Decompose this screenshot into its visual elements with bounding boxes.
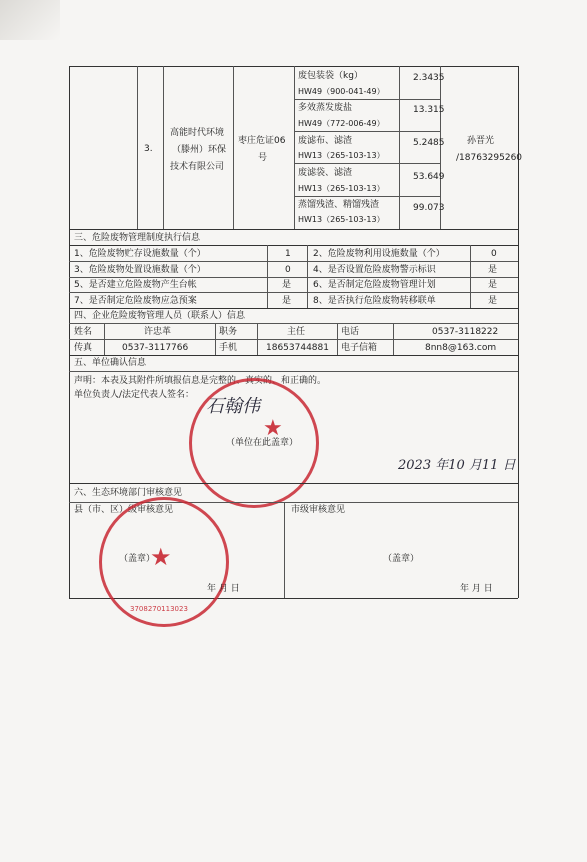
mgmt-value: 0	[285, 265, 291, 275]
rule	[257, 323, 258, 355]
contact-value: 0537-3118222	[432, 327, 499, 337]
contact-key: 电子信箱	[341, 343, 378, 353]
contact-value: 8nn8@163.com	[425, 343, 497, 353]
contact-key: 姓名	[74, 327, 93, 337]
seal-star-icon: ★	[263, 416, 283, 441]
rule	[163, 66, 164, 229]
waste-amount: 5.2485	[413, 138, 445, 148]
rule	[294, 196, 440, 197]
mgmt-label: 1、危险废物贮存设施数量（个）	[74, 249, 206, 259]
company-line: 高能时代环境	[170, 128, 225, 138]
company-line: （滕州）环保	[172, 145, 227, 155]
county-stamp-code: 3708270113023	[130, 605, 188, 613]
handwritten-signature: 石翰伟	[206, 396, 260, 417]
rule	[69, 261, 518, 262]
contact-value: 许忠革	[144, 327, 172, 337]
rule	[69, 292, 518, 293]
mgmt-value: 0	[491, 249, 497, 259]
rule	[69, 483, 518, 484]
rule	[104, 323, 105, 355]
mgmt-value: 是	[488, 265, 498, 275]
mgmt-label: 7、是否制定危险废物应急预案	[74, 296, 197, 306]
waste-name: 多效蒸发废盐	[298, 103, 353, 113]
permit-line: 枣庄危证06	[238, 136, 286, 146]
city-seal-label: （盖章）	[383, 554, 420, 564]
waste-amount: 53.649	[413, 172, 445, 182]
seal-note: （单位在此盖章）	[226, 438, 299, 448]
rule	[294, 66, 295, 229]
rule	[69, 371, 518, 372]
rule	[267, 245, 268, 308]
mgmt-value: 1	[285, 249, 291, 259]
waste-name: 废包装袋（kg）	[298, 71, 363, 81]
rule	[518, 66, 519, 598]
section-title: 六、生态环境部门审核意见	[74, 488, 183, 498]
rule	[69, 339, 518, 340]
mgmt-value: 是	[488, 296, 498, 306]
rule	[284, 502, 285, 598]
declaration-text: 声明：本表及其附件所填报信息是完整的、真实的、和正确的。	[74, 376, 327, 386]
mgmt-label: 3、危险废物处置设施数量（个）	[74, 265, 206, 275]
rule	[69, 323, 518, 324]
rule	[470, 245, 471, 308]
county-review-label: 县（市、区）级审核意见	[74, 505, 174, 515]
city-date: 年 月 日	[460, 584, 493, 594]
rule	[393, 323, 394, 355]
rule	[294, 99, 440, 100]
rule	[69, 245, 518, 246]
waste-code: HW13（265-103-13）	[298, 184, 385, 193]
row-index: 3.	[144, 144, 153, 154]
waste-code: HW49（900-041-49）	[298, 87, 385, 96]
waste-code: HW13（265-103-13）	[298, 215, 385, 224]
contact-name: 孙晋光	[467, 136, 495, 146]
company-line: 技术有限公司	[170, 162, 225, 172]
waste-name: 废滤袋、滤渣	[298, 168, 353, 178]
handwritten-date: 2023 年10 月11 日	[398, 458, 516, 473]
contact-value: 0537-3117766	[122, 343, 189, 353]
mgmt-label: 8、是否执行危险废物转移联单	[313, 296, 436, 306]
signer-label: 单位负责人/法定代表人签名：	[74, 390, 195, 400]
mgmt-label: 5、是否建立危险废物产生台帐	[74, 280, 197, 290]
contact-key: 手机	[219, 343, 238, 353]
waste-amount: 13.315	[413, 105, 445, 115]
rule	[399, 66, 400, 229]
contact-key: 传真	[74, 343, 93, 353]
rule	[69, 229, 518, 230]
rule	[294, 131, 440, 132]
section-title: 五、单位确认信息	[74, 358, 147, 368]
rule	[337, 323, 338, 355]
rule	[69, 66, 70, 598]
mgmt-value: 是	[488, 280, 498, 290]
city-review-label: 市级审核意见	[291, 505, 346, 515]
contact-value: 主任	[287, 327, 306, 337]
rule	[233, 66, 234, 229]
waste-code: HW49（772-006-49）	[298, 119, 385, 128]
waste-amount: 2.3435	[413, 73, 445, 83]
rule	[69, 308, 518, 309]
rule	[294, 163, 440, 164]
waste-name: 蒸馏残渣、精馏残渣	[298, 200, 380, 210]
section-title: 四、企业危险废物管理人员（联系人）信息	[74, 311, 246, 321]
rule	[69, 277, 518, 278]
contact-phone: /18763295260	[456, 153, 523, 163]
seal-star-icon: ★	[150, 543, 172, 571]
section-title: 三、危险废物管理制度执行信息	[74, 233, 201, 243]
contact-key: 电话	[341, 327, 360, 337]
county-seal-label: （盖章）	[119, 554, 156, 564]
waste-code: HW13（265-103-13）	[298, 151, 385, 160]
rule	[215, 323, 216, 355]
rule	[137, 66, 138, 229]
mgmt-label: 4、是否设置危险废物警示标识	[313, 265, 436, 275]
mgmt-value: 是	[282, 296, 292, 306]
contact-key: 职务	[219, 327, 238, 337]
waste-amount: 99.073	[413, 203, 445, 213]
page-shadow	[0, 0, 60, 40]
waste-name: 废滤布、滤渣	[298, 136, 353, 146]
contact-value: 18653744881	[266, 343, 329, 353]
mgmt-label: 2、危险废物利用设施数量（个）	[313, 249, 445, 259]
mgmt-label: 6、是否制定危险废物管理计划	[313, 280, 436, 290]
mgmt-value: 是	[282, 280, 292, 290]
permit-line: 号	[258, 153, 268, 163]
county-date: 年 月 日	[207, 584, 240, 594]
rule	[69, 355, 518, 356]
rule	[307, 245, 308, 308]
